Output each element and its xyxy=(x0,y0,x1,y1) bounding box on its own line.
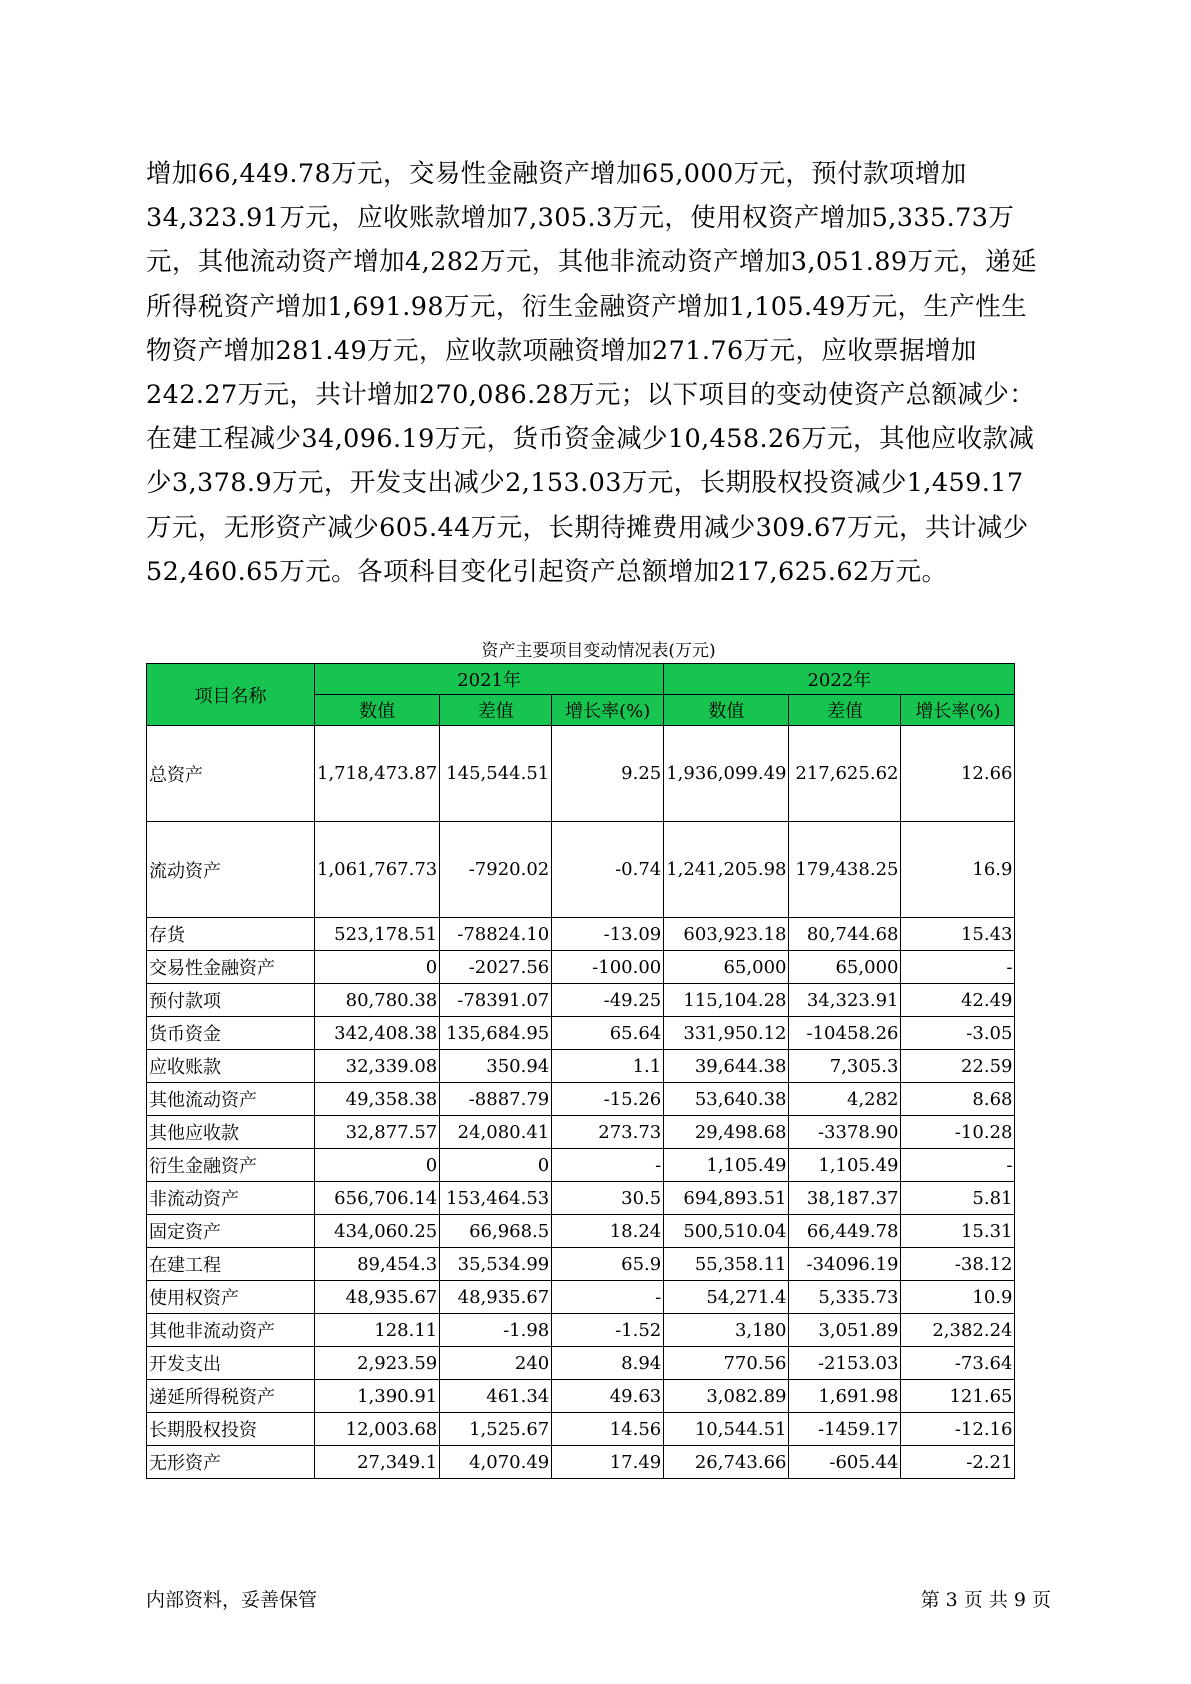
row-value-cell: 500,510.04 xyxy=(664,1215,789,1248)
table-row xyxy=(147,1116,1015,1149)
row-value-cell: 48,935.67 xyxy=(440,1281,552,1314)
row-value-cell: -78824.10 xyxy=(440,918,552,951)
subheader-growth-2021: 增长率(%) xyxy=(552,695,664,726)
row-value-cell: 49.63 xyxy=(552,1380,664,1413)
row-value-cell: 80,744.68 xyxy=(789,918,901,951)
table-row xyxy=(147,1182,1015,1215)
row-label-cell: 预付款项 xyxy=(147,984,315,1017)
row-value-cell: 1,718,473.87 xyxy=(315,726,440,822)
footer-page-number: 第 3 页 共 9 页 xyxy=(920,1589,1051,1611)
row-value-cell: -34096.19 xyxy=(789,1248,901,1281)
table-row xyxy=(147,984,1015,1017)
subheader-diff-2021: 差值 xyxy=(440,695,552,726)
table-row xyxy=(147,1248,1015,1281)
row-label-cell: 固定资产 xyxy=(147,1215,315,1248)
header-year-2022: 2022年 xyxy=(664,664,1015,695)
row-value-cell: 12.66 xyxy=(901,726,1015,822)
row-value-cell: 26,743.66 xyxy=(664,1446,789,1479)
row-value-cell: 128.11 xyxy=(315,1314,440,1347)
row-label-cell: 非流动资产 xyxy=(147,1182,315,1215)
row-value-cell: 54,271.4 xyxy=(664,1281,789,1314)
row-value-cell: 27,349.1 xyxy=(315,1446,440,1479)
table-row xyxy=(147,1413,1015,1446)
row-value-cell: 2,382.24 xyxy=(901,1314,1015,1347)
table-row xyxy=(147,726,1015,822)
row-label-cell: 交易性金融资产 xyxy=(147,951,315,984)
row-value-cell: -8887.79 xyxy=(440,1083,552,1116)
row-value-cell: - xyxy=(901,1149,1015,1182)
row-value-cell: 1,390.91 xyxy=(315,1380,440,1413)
subheader-growth-2022: 增长率(%) xyxy=(901,695,1015,726)
table-row xyxy=(147,1380,1015,1413)
row-label-cell: 使用权资产 xyxy=(147,1281,315,1314)
row-value-cell: 8.68 xyxy=(901,1083,1015,1116)
row-value-cell: 32,877.57 xyxy=(315,1116,440,1149)
row-value-cell: 1,105.49 xyxy=(789,1149,901,1182)
row-value-cell: 1,105.49 xyxy=(664,1149,789,1182)
row-label-cell: 衍生金融资产 xyxy=(147,1149,315,1182)
row-value-cell: 0 xyxy=(315,951,440,984)
row-label-cell: 在建工程 xyxy=(147,1248,315,1281)
row-value-cell: -1459.17 xyxy=(789,1413,901,1446)
row-label-cell: 其他应收款 xyxy=(147,1116,315,1149)
row-value-cell: 65,000 xyxy=(789,951,901,984)
row-value-cell: 1,691.98 xyxy=(789,1380,901,1413)
row-value-cell: 53,640.38 xyxy=(664,1083,789,1116)
subheader-value-2021: 数值 xyxy=(315,695,440,726)
row-value-cell: -2027.56 xyxy=(440,951,552,984)
row-label-cell: 长期股权投资 xyxy=(147,1413,315,1446)
row-value-cell: -0.74 xyxy=(552,822,664,918)
row-value-cell: 48,935.67 xyxy=(315,1281,440,1314)
row-value-cell: 55,358.11 xyxy=(664,1248,789,1281)
row-value-cell: -78391.07 xyxy=(440,984,552,1017)
row-label-cell: 其他非流动资产 xyxy=(147,1314,315,1347)
row-label-cell: 存货 xyxy=(147,918,315,951)
row-value-cell: 0 xyxy=(440,1149,552,1182)
row-value-cell: -100.00 xyxy=(552,951,664,984)
table-row xyxy=(147,822,1015,918)
row-value-cell: - xyxy=(552,1281,664,1314)
row-value-cell: 65.9 xyxy=(552,1248,664,1281)
table-row xyxy=(147,1149,1015,1182)
row-value-cell: 273.73 xyxy=(552,1116,664,1149)
row-value-cell: 80,780.38 xyxy=(315,984,440,1017)
row-value-cell: 4,070.49 xyxy=(440,1446,552,1479)
row-value-cell: 10.9 xyxy=(901,1281,1015,1314)
row-value-cell: 1,061,767.73 xyxy=(315,822,440,918)
row-value-cell: 18.24 xyxy=(552,1215,664,1248)
row-value-cell: 5.81 xyxy=(901,1182,1015,1215)
row-value-cell: 121.65 xyxy=(901,1380,1015,1413)
row-value-cell: 66,449.78 xyxy=(789,1215,901,1248)
row-value-cell: 30.5 xyxy=(552,1182,664,1215)
row-value-cell: 24,080.41 xyxy=(440,1116,552,1149)
row-value-cell: 115,104.28 xyxy=(664,984,789,1017)
header-item-name: 项目名称 xyxy=(147,664,315,726)
row-value-cell: 29,498.68 xyxy=(664,1116,789,1149)
row-value-cell: 603,923.18 xyxy=(664,918,789,951)
row-value-cell: 1,241,205.98 xyxy=(664,822,789,918)
row-value-cell: -1.98 xyxy=(440,1314,552,1347)
row-value-cell: 240 xyxy=(440,1347,552,1380)
row-value-cell: 153,464.53 xyxy=(440,1182,552,1215)
row-value-cell: 3,082.89 xyxy=(664,1380,789,1413)
row-value-cell: -49.25 xyxy=(552,984,664,1017)
body-paragraph: 增加66,449.78万元，交易性金融资产增加65,000万元，预付款项增加34,323.91万元，应收账款增加7,305.3万元，使用权资产增加5,335.73万元，其他流动资产增加4,282万元，其他非流动资产增加3,051.89万元，递延所得税资产增加1,691.98万元，衍生金融资产增加1,105.49万元，生产性生物资产增加281.49万元，应收款项融资增加271.76万元，应收票据增加242.27万元，共计增加270,086.28万元；以下项目的变动使资产总额减少：在建工程减少34,096.19万元，货币资金减少10,458.26万元，其他应收款减少3,378.9万元，开发支出减少2,153.03万元，长期股权投资减少1,459.17万元，无形资产减少605.44万元，长期待摊费用减少309.67万元，共计减少52,460.65万元。各项科目变化引起资产总额增加217,625.62万元。 xyxy=(146,159,1038,587)
row-value-cell: -605.44 xyxy=(789,1446,901,1479)
row-value-cell: -10458.26 xyxy=(789,1017,901,1050)
table-row xyxy=(147,1314,1015,1347)
row-value-cell: -3.05 xyxy=(901,1017,1015,1050)
row-value-cell: 656,706.14 xyxy=(315,1182,440,1215)
row-label-cell: 货币资金 xyxy=(147,1017,315,1050)
row-value-cell: -73.64 xyxy=(901,1347,1015,1380)
row-value-cell: 1.1 xyxy=(552,1050,664,1083)
subheader-value-2022: 数值 xyxy=(664,695,789,726)
row-value-cell: 434,060.25 xyxy=(315,1215,440,1248)
row-value-cell: 89,454.3 xyxy=(315,1248,440,1281)
row-value-cell: -12.16 xyxy=(901,1413,1015,1446)
row-label-cell: 其他流动资产 xyxy=(147,1083,315,1116)
row-value-cell: 179,438.25 xyxy=(789,822,901,918)
row-value-cell: 16.9 xyxy=(901,822,1015,918)
table-body xyxy=(147,726,1015,1479)
row-value-cell: -2.21 xyxy=(901,1446,1015,1479)
footer-confidential-note: 内部资料，妥善保管 xyxy=(146,1589,318,1611)
row-value-cell: 1,525.67 xyxy=(440,1413,552,1446)
row-value-cell: 17.49 xyxy=(552,1446,664,1479)
row-value-cell: 5,335.73 xyxy=(789,1281,901,1314)
row-value-cell: 39,644.38 xyxy=(664,1050,789,1083)
table-row xyxy=(147,1017,1015,1050)
table-row xyxy=(147,1050,1015,1083)
row-label-cell: 递延所得税资产 xyxy=(147,1380,315,1413)
row-value-cell: - xyxy=(901,951,1015,984)
row-value-cell: -3378.90 xyxy=(789,1116,901,1149)
row-value-cell: 2,923.59 xyxy=(315,1347,440,1380)
row-value-cell: 770.56 xyxy=(664,1347,789,1380)
row-value-cell: 15.43 xyxy=(901,918,1015,951)
row-value-cell: 32,339.08 xyxy=(315,1050,440,1083)
table-row xyxy=(147,918,1015,951)
row-value-cell: 49,358.38 xyxy=(315,1083,440,1116)
row-value-cell: -2153.03 xyxy=(789,1347,901,1380)
row-value-cell: 145,544.51 xyxy=(440,726,552,822)
row-value-cell: 66,968.5 xyxy=(440,1215,552,1248)
row-value-cell: 34,323.91 xyxy=(789,984,901,1017)
row-value-cell: 15.31 xyxy=(901,1215,1015,1248)
row-value-cell: -1.52 xyxy=(552,1314,664,1347)
row-value-cell: 461.34 xyxy=(440,1380,552,1413)
row-value-cell: 14.56 xyxy=(552,1413,664,1446)
row-value-cell: 342,408.38 xyxy=(315,1017,440,1050)
row-label-cell: 流动资产 xyxy=(147,822,315,918)
row-value-cell: 42.49 xyxy=(901,984,1015,1017)
row-value-cell: 35,534.99 xyxy=(440,1248,552,1281)
row-value-cell: 694,893.51 xyxy=(664,1182,789,1215)
table-row xyxy=(147,951,1015,984)
row-value-cell: - xyxy=(552,1149,664,1182)
row-value-cell: 1,936,099.49 xyxy=(664,726,789,822)
table-row xyxy=(147,1215,1015,1248)
row-value-cell: 8.94 xyxy=(552,1347,664,1380)
row-value-cell: 4,282 xyxy=(789,1083,901,1116)
row-value-cell: 38,187.37 xyxy=(789,1182,901,1215)
row-value-cell: -38.12 xyxy=(901,1248,1015,1281)
row-value-cell: 135,684.95 xyxy=(440,1017,552,1050)
row-value-cell: 331,950.12 xyxy=(664,1017,789,1050)
row-value-cell: 7,305.3 xyxy=(789,1050,901,1083)
row-value-cell: -13.09 xyxy=(552,918,664,951)
row-value-cell: 3,051.89 xyxy=(789,1314,901,1347)
row-value-cell: 10,544.51 xyxy=(664,1413,789,1446)
row-value-cell: 22.59 xyxy=(901,1050,1015,1083)
row-label-cell: 无形资产 xyxy=(147,1446,315,1479)
row-value-cell: 523,178.51 xyxy=(315,918,440,951)
table-row xyxy=(147,1446,1015,1479)
row-value-cell: 3,180 xyxy=(664,1314,789,1347)
table-caption: 资产主要项目变动情况表(万元) xyxy=(481,641,716,661)
row-value-cell: 65.64 xyxy=(552,1017,664,1050)
subheader-diff-2022: 差值 xyxy=(789,695,901,726)
header-year-2021: 2021年 xyxy=(315,664,664,695)
row-value-cell: 65,000 xyxy=(664,951,789,984)
asset-change-table xyxy=(146,663,1015,1479)
row-label-cell: 总资产 xyxy=(147,726,315,822)
table-row xyxy=(147,1083,1015,1116)
row-value-cell: -10.28 xyxy=(901,1116,1015,1149)
row-value-cell: -15.26 xyxy=(552,1083,664,1116)
row-label-cell: 应收账款 xyxy=(147,1050,315,1083)
row-value-cell: 217,625.62 xyxy=(789,726,901,822)
row-value-cell: 9.25 xyxy=(552,726,664,822)
row-value-cell: -7920.02 xyxy=(440,822,552,918)
table-row xyxy=(147,1281,1015,1314)
table-row xyxy=(147,1347,1015,1380)
row-value-cell: 12,003.68 xyxy=(315,1413,440,1446)
row-value-cell: 350.94 xyxy=(440,1050,552,1083)
row-label-cell: 开发支出 xyxy=(147,1347,315,1380)
row-value-cell: 0 xyxy=(315,1149,440,1182)
